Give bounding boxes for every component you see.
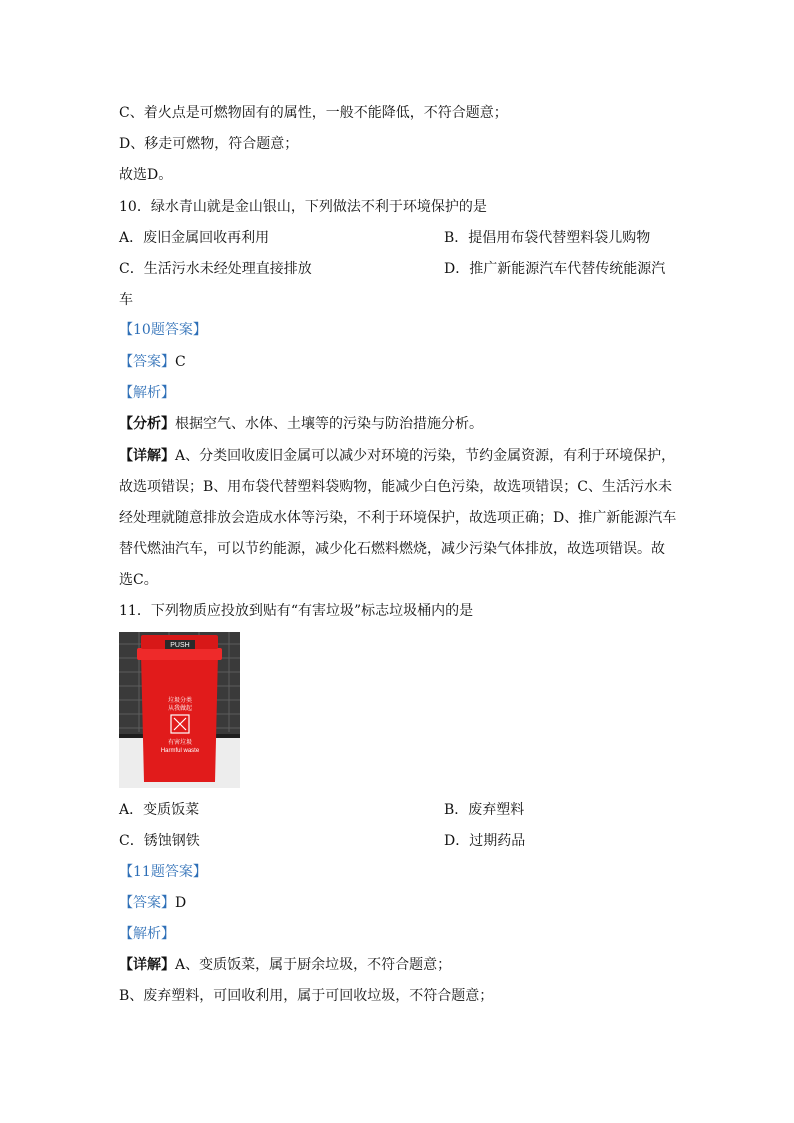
q10-option-d-continued: 车 bbox=[119, 292, 133, 308]
text-line: 替代燃油汽车，可以节约能源，减少化石燃料燃烧，减少污染气体排放，故选项错误。故 bbox=[119, 541, 665, 557]
bin-lid-text: PUSH bbox=[170, 642, 190, 649]
q10-option-a: A．废旧金属回收再利用 bbox=[119, 230, 270, 246]
harmful-waste-bin-photo bbox=[119, 632, 240, 788]
q11-option-d: D．过期药品 bbox=[444, 833, 526, 849]
q10-option-c: C．生活污水未经处理直接排放 bbox=[119, 261, 312, 277]
text-line: 经处理就随意排放会造成水体等污染，不利于环境保护，故选项正确；D、推广新能源汽车 bbox=[119, 510, 677, 526]
text-line: D、移走可燃物，符合题意； bbox=[119, 136, 299, 152]
answer-label: 【答案】 bbox=[119, 354, 175, 370]
text-line: 故选D。 bbox=[119, 167, 173, 183]
q11-answer-tag: 【11题答案】 bbox=[119, 864, 207, 880]
q10-fenxi-line bbox=[119, 414, 483, 434]
q11-option-c: C．锈蚀钢铁 bbox=[119, 833, 200, 849]
q10-jiexi-label: 【解析】 bbox=[119, 385, 175, 401]
q10-answer-line bbox=[119, 352, 186, 372]
text-line: B、废弃塑料，可回收利用，属于可回收垃圾，不符合题意； bbox=[119, 988, 494, 1004]
q11-answer-line bbox=[119, 893, 186, 913]
text-line: C、着火点是可燃物固有的属性，一般不能降低，不符合题意； bbox=[119, 105, 508, 121]
xiangjie-label: 【详解】 bbox=[119, 448, 175, 464]
q10-answer-tag: 【10题答案】 bbox=[119, 322, 207, 338]
text-line: 选C。 bbox=[119, 572, 158, 588]
answer-value: D bbox=[175, 895, 187, 911]
text-line: 故选项错误；B、用布袋代替塑料袋购物，能减少白色污染，故选项错误；C、生活污水未 bbox=[119, 479, 672, 495]
answer-label: 【答案】 bbox=[119, 895, 175, 911]
q11-option-b: B．废弃塑料 bbox=[444, 802, 525, 818]
bin-label-en: Harmful waste bbox=[160, 748, 200, 754]
bin-label-line1: 垃圾分类 bbox=[167, 697, 193, 704]
q10-xiangjie-line bbox=[119, 446, 675, 466]
bin-label-line2: 从我做起 bbox=[167, 705, 193, 712]
xiangjie-text: A、分类回收废旧金属可以减少对环境的污染，节约金属资源，有利于环境保护， bbox=[175, 448, 676, 464]
q11-jiexi-label: 【解析】 bbox=[119, 926, 175, 942]
fenxi-label: 【分析】 bbox=[119, 416, 175, 432]
question-10-stem: 10．绿水青山就是金山银山，下列做法不利于环境保护的是 bbox=[119, 199, 487, 215]
q11-option-a: A．变质饭菜 bbox=[119, 802, 200, 818]
xiangjie-label: 【详解】 bbox=[119, 957, 175, 973]
bin-label-cn: 有害垃圾 bbox=[167, 739, 193, 746]
answer-value: C bbox=[175, 354, 186, 370]
xiangjie-text: A、变质饭菜，属于厨余垃圾，不符合题意； bbox=[175, 957, 452, 973]
fenxi-text: 根据空气、水体、土壤等的污染与防治措施分析。 bbox=[175, 416, 483, 432]
q10-option-d: D．推广新能源汽车代替传统能源汽 bbox=[444, 261, 666, 277]
q10-option-b: B．提倡用布袋代替塑料袋儿购物 bbox=[444, 230, 651, 246]
question-11-stem: 11．下列物质应投放到贴有“有害垃圾”标志垃圾桶内的是 bbox=[119, 603, 474, 619]
q11-xiangjie-line bbox=[119, 955, 451, 975]
